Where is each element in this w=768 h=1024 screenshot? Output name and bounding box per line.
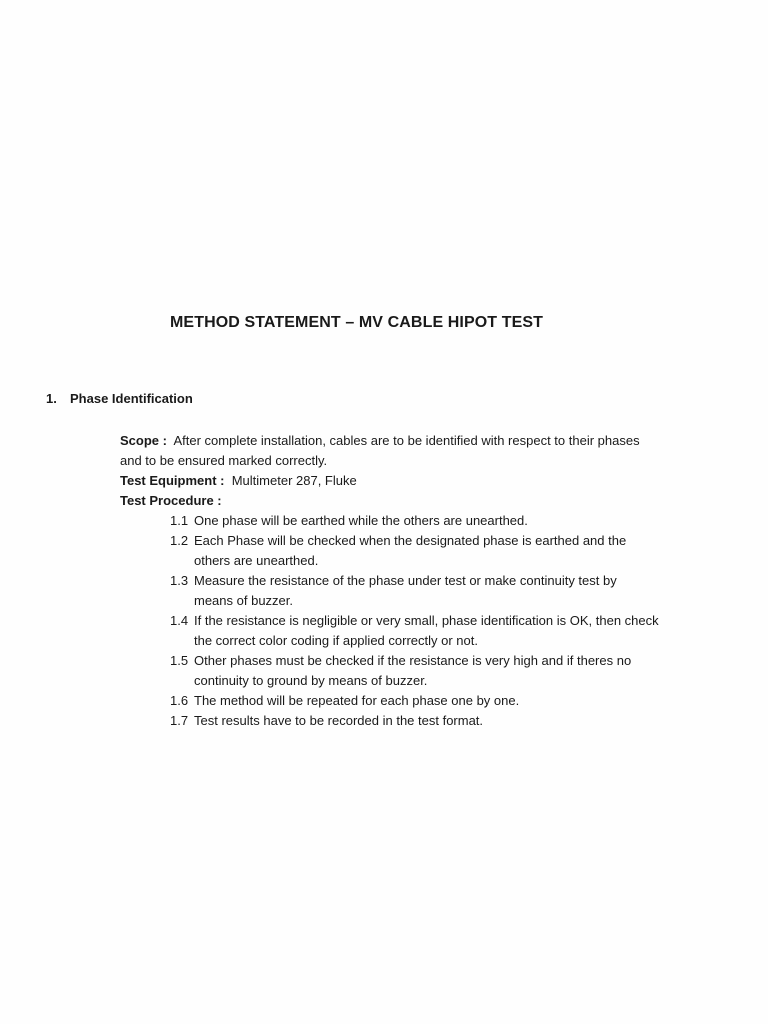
procedure-step-number: 1.3 — [170, 573, 189, 588]
section-title: Phase Identification — [70, 391, 193, 406]
procedure-step — [120, 571, 720, 611]
scope-text-2: and to be ensured marked correctly. — [120, 453, 328, 468]
section-body — [120, 431, 720, 731]
equipment-label: Test Equipment : — [120, 473, 225, 488]
procedure-step — [120, 611, 720, 651]
equipment-line — [120, 471, 720, 491]
procedure-step-number: 1.6 — [170, 693, 189, 708]
procedure-step-number: 1.5 — [170, 653, 189, 668]
procedure-step-text: Other phases must be checked if the resistance is very high and if theres no — [194, 653, 632, 668]
procedure-step-text: The method will be repeated for each phase one by one. — [194, 693, 520, 708]
section-heading — [46, 391, 193, 406]
procedure-step-number: 1.1 — [170, 513, 189, 528]
procedure-line — [120, 491, 720, 511]
procedure-step-text: Measure the resistance of the phase under test or make continuity test by — [194, 573, 617, 588]
procedure-step-text: One phase will be earthed while the others are unearthed. — [194, 513, 528, 528]
procedure-step — [120, 651, 720, 691]
procedure-step-text: others are unearthed. — [194, 553, 319, 568]
procedure-step-text: means of buzzer. — [194, 593, 293, 608]
scope-text-1: After complete installation, cables are to be identified with respect to their phases — [173, 433, 640, 448]
scope-line-1 — [120, 431, 720, 451]
procedure-step — [120, 531, 720, 571]
procedure-step-text: Test results have to be recorded in the test format. — [194, 713, 484, 728]
scope-line-2 — [120, 451, 720, 471]
document-title: METHOD STATEMENT – MV CABLE HIPOT TEST — [170, 314, 543, 331]
section-number: 1. — [46, 391, 57, 406]
procedure-label: Test Procedure : — [120, 493, 222, 508]
procedure-step-number: 1.4 — [170, 613, 189, 628]
procedure-step-text: If the resistance is negligible or very small, phase identification is OK, then check — [194, 613, 659, 628]
procedure-step-text: continuity to ground by means of buzzer. — [194, 673, 428, 688]
procedure-step — [120, 711, 720, 731]
equipment-value: Multimeter 287, Fluke — [231, 473, 357, 488]
procedure-step — [120, 691, 720, 711]
procedure-step-number: 1.7 — [170, 713, 189, 728]
procedure-step-number: 1.2 — [170, 533, 189, 548]
procedure-steps — [120, 511, 720, 731]
procedure-step — [120, 511, 720, 531]
procedure-step-text: Each Phase will be checked when the designated phase is earthed and the — [194, 533, 627, 548]
scope-label: Scope : — [120, 433, 167, 448]
procedure-step-text: the correct color coding if applied correctly or not. — [194, 633, 478, 648]
